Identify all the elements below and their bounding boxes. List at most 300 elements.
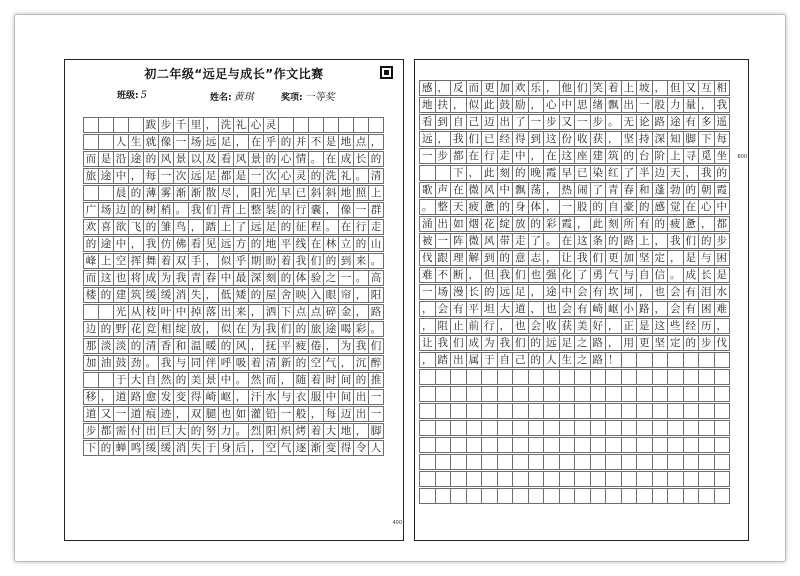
grid-cell — [621, 386, 638, 402]
grid-cell: 台 — [636, 148, 653, 164]
answer-sheet-left — [64, 59, 404, 541]
grid-cell: 反 — [450, 80, 467, 96]
grid-cell: 是 — [714, 267, 731, 283]
grid-cell: 服 — [308, 389, 324, 405]
grid-cell — [574, 454, 591, 470]
grid-cell: 着 — [605, 80, 622, 96]
grid-cell: 一 — [338, 270, 354, 286]
grid-cell — [528, 420, 545, 436]
grid-cell: 有 — [450, 301, 467, 317]
grid-cell: 也 — [113, 270, 129, 286]
grid-cell: 路 — [368, 304, 384, 320]
grid-cell: 与 — [278, 389, 294, 405]
grid-cell — [652, 369, 669, 385]
grid-cell: 。 — [368, 253, 384, 269]
grid-cell: 。 — [353, 270, 369, 286]
grid-cell — [667, 471, 684, 487]
grid-cell: 与 — [698, 250, 715, 266]
grid-cell: 也 — [652, 284, 669, 300]
grid-cell: 一 — [419, 148, 436, 164]
grid-cell — [497, 471, 514, 487]
grid-cell: 为 — [481, 335, 498, 351]
grid-cell: 心 — [278, 151, 294, 167]
grid-cell: 需 — [113, 423, 129, 439]
grid-cell: 了 — [512, 114, 529, 130]
grid-cell: 的 — [652, 216, 669, 232]
grid-cell: 在 — [683, 199, 700, 215]
grid-cell — [698, 488, 715, 504]
grid-cell: 的 — [218, 338, 234, 354]
grid-cell: 励 — [512, 97, 529, 113]
grid-cell — [683, 437, 700, 453]
grid-cell: 花 — [481, 216, 498, 232]
grid-cell: 早 — [559, 165, 576, 181]
grid-cell — [512, 403, 529, 419]
grid-cell: 走 — [512, 233, 529, 249]
grid-cell: 鼓 — [113, 355, 129, 371]
grid-cell: 的 — [128, 185, 144, 201]
grid-cell: 飘 — [512, 182, 529, 198]
grid-cell: 气 — [605, 267, 622, 283]
name-value: 黄琪 — [233, 92, 254, 103]
grid-cell: 的 — [248, 287, 264, 303]
grid-cell — [698, 352, 715, 368]
grid-cell: 金 — [338, 304, 354, 320]
grid-cell: 礼 — [338, 168, 354, 184]
grid-cell: 迈 — [481, 114, 498, 130]
grid-cell: 而 — [466, 80, 483, 96]
grid-cell: 在 — [543, 148, 560, 164]
grid-cell: 了 — [621, 165, 638, 181]
grid-cell: ， — [419, 301, 436, 317]
grid-cell — [543, 420, 560, 436]
grid-cell: 背 — [218, 202, 234, 218]
grid-cell: 得 — [512, 131, 529, 147]
grid-cell: 边 — [83, 321, 99, 337]
class-value: 5 — [140, 90, 147, 101]
grid-cell: 地 — [263, 236, 279, 252]
grid-cell: 在 — [248, 134, 264, 150]
grid-cell: 竞 — [143, 321, 159, 337]
grid-cell: ， — [248, 440, 264, 456]
grid-cell: 有 — [636, 216, 653, 232]
grid-cell: ， — [683, 165, 700, 181]
grid-cell: 们 — [308, 253, 324, 269]
grid-cell — [559, 369, 576, 385]
grid-cell: 气 — [278, 440, 294, 456]
grid-cell: 坚 — [652, 335, 669, 351]
grid-cell: 绪 — [590, 97, 607, 113]
grid-cell: 途 — [543, 284, 560, 300]
grid-cell: 大 — [497, 301, 514, 317]
grid-cell: 会 — [528, 318, 545, 334]
grid-cell — [574, 471, 591, 487]
grid-cell: 喝 — [338, 321, 354, 337]
qr-code-icon — [380, 66, 393, 79]
grid-cell: 阶 — [652, 148, 669, 164]
grid-cell: 。 — [419, 199, 436, 215]
grid-cell — [698, 403, 715, 419]
grid-cell: 霞 — [559, 216, 576, 232]
grid-cell: 是 — [636, 318, 653, 334]
grid-cell: 坚 — [636, 250, 653, 266]
grid-cell: 寻 — [683, 148, 700, 164]
grid-cell — [605, 386, 622, 402]
grid-cell — [605, 437, 622, 453]
grid-cell: 薄 — [143, 185, 159, 201]
grid-cell: 上 — [233, 202, 249, 218]
grid-cell: 线 — [293, 236, 309, 252]
grid-cell: 足 — [512, 284, 529, 300]
grid-cell: 变 — [173, 389, 189, 405]
grid-cell: ， — [188, 219, 204, 235]
grid-cell: 已 — [293, 185, 309, 201]
grid-cell: 思 — [574, 97, 591, 113]
grid-cell — [466, 471, 483, 487]
grid-cell: ， — [543, 80, 560, 96]
grid-cell: 他 — [559, 80, 576, 96]
grid-cell: 随 — [293, 372, 309, 388]
grid-cell: 中 — [113, 236, 129, 252]
grid-cell: 脚 — [368, 423, 384, 439]
grid-cell: 一 — [419, 284, 436, 300]
grid-cell: 已 — [574, 165, 591, 181]
grid-cell — [338, 117, 354, 133]
grid-cell: 途 — [128, 151, 144, 167]
grid-cell: 解 — [466, 250, 483, 266]
grid-cell — [667, 488, 684, 504]
grid-cell: 空 — [308, 355, 324, 371]
grid-cell: 的 — [188, 423, 204, 439]
grid-cell: ， — [173, 406, 189, 422]
grid-cell: 成 — [143, 270, 159, 286]
grid-cell — [636, 369, 653, 385]
grid-cell: 间 — [338, 372, 354, 388]
grid-cell: 边 — [652, 165, 669, 181]
grid-cell: 一 — [528, 114, 545, 130]
grid-cell: ， — [203, 321, 219, 337]
grid-cell — [636, 471, 653, 487]
grid-cell: 的 — [278, 270, 294, 286]
grid-cell: 野 — [113, 321, 129, 337]
grid-cell: 枝 — [143, 304, 159, 320]
grid-cell: 们 — [203, 202, 219, 218]
grid-cell: 我 — [574, 250, 591, 266]
grid-cell: 此 — [481, 165, 498, 181]
grid-cell: 见 — [203, 236, 219, 252]
grid-cell — [714, 403, 731, 419]
grid-cell — [683, 471, 700, 487]
grid-cell: 阵 — [450, 233, 467, 249]
grid-cell: ， — [652, 301, 669, 317]
grid-cell: 移 — [83, 389, 99, 405]
grid-cell: 渐 — [188, 185, 204, 201]
grid-cell: 相 — [714, 80, 731, 96]
grid-cell — [714, 352, 731, 368]
grid-cell: 和 — [173, 338, 189, 354]
grid-cell: 阳 — [248, 185, 264, 201]
grid-cell: ， — [652, 233, 669, 249]
award-value: 一等奖 — [304, 92, 335, 103]
grid-cell: 眼 — [323, 287, 339, 303]
grid-cell: 那 — [83, 338, 99, 354]
grid-cell: ， — [353, 423, 369, 439]
grid-cell — [497, 420, 514, 436]
grid-cell — [714, 386, 731, 402]
grid-cell: 半 — [636, 165, 653, 181]
grid-cell — [605, 369, 622, 385]
grid-cell: 路 — [590, 335, 607, 351]
grid-cell — [83, 372, 99, 388]
grid-cell: 看 — [419, 114, 436, 130]
grid-cell: 成 — [338, 151, 354, 167]
grid-cell: 我 — [667, 233, 684, 249]
grid-cell: 似 — [218, 321, 234, 337]
grid-cell — [512, 471, 529, 487]
grid-cell: 的 — [481, 284, 498, 300]
grid-cell: 洗 — [218, 117, 234, 133]
grid-cell — [435, 165, 452, 181]
grid-cell: 然 — [248, 372, 264, 388]
grid-cell: ， — [233, 185, 249, 201]
grid-cell: ， — [497, 318, 514, 334]
grid-cell: 长 — [698, 267, 715, 283]
grid-cell: 。 — [233, 372, 249, 388]
essay-grid-left — [83, 115, 383, 455]
grid-cell: 自 — [497, 352, 514, 368]
grid-cell: 的 — [528, 216, 545, 232]
grid-cell: 中 — [714, 199, 731, 215]
grid-cell: 一 — [173, 134, 189, 150]
grid-cell: 似 — [466, 97, 483, 113]
grid-cell: 上 — [636, 233, 653, 249]
grid-cell: 坎 — [605, 284, 622, 300]
grid-cell: 地 — [338, 185, 354, 201]
grid-cell: 方 — [233, 236, 249, 252]
grid-cell: 我 — [497, 267, 514, 283]
grid-cell: ， — [714, 318, 731, 334]
grid-cell: 朝 — [698, 182, 715, 198]
grid-cell: 一 — [574, 114, 591, 130]
grid-cell: 伴 — [203, 355, 219, 371]
grid-cell: 的 — [590, 199, 607, 215]
grid-cell — [466, 488, 483, 504]
grid-cell: 验 — [308, 270, 324, 286]
grid-cell: 化 — [559, 267, 576, 283]
grid-cell: 出 — [143, 423, 159, 439]
grid-cell — [621, 420, 638, 436]
grid-cell — [497, 488, 514, 504]
grid-cell: 中 — [218, 270, 234, 286]
grid-cell: 景 — [203, 372, 219, 388]
grid-cell: 崎 — [203, 389, 219, 405]
grid-cell: 斜 — [308, 185, 324, 201]
grid-cell — [605, 454, 622, 470]
grid-cell — [574, 488, 591, 504]
grid-cell: 已 — [481, 131, 498, 147]
grid-cell: 会 — [667, 301, 684, 317]
grid-cell: 途 — [323, 321, 339, 337]
grid-cell: 我 — [497, 335, 514, 351]
grid-cell: 而 — [263, 372, 279, 388]
grid-cell: 条 — [590, 233, 607, 249]
grid-cell: 青 — [605, 182, 622, 198]
grid-cell: 也 — [543, 301, 560, 317]
grid-cell: 难 — [714, 301, 731, 317]
grid-cell: 自 — [143, 372, 159, 388]
grid-cell: 的 — [143, 151, 159, 167]
grid-cell: 加 — [83, 355, 99, 371]
grid-cell: 鼓 — [497, 97, 514, 113]
grid-cell: 青 — [188, 270, 204, 286]
grid-cell: 深 — [652, 131, 669, 147]
grid-cell: 定 — [667, 335, 684, 351]
grid-cell: ， — [278, 372, 294, 388]
grid-cell: 。 — [173, 202, 189, 218]
grid-cell — [652, 454, 669, 470]
grid-cell: 地 — [419, 97, 436, 113]
grid-cell — [559, 471, 576, 487]
grid-cell: ， — [353, 304, 369, 320]
grid-cell: 烤 — [293, 423, 309, 439]
grid-cell: 道 — [512, 301, 529, 317]
name-label: 姓名: — [210, 93, 232, 103]
grid-cell — [636, 352, 653, 368]
grid-cell: 红 — [605, 165, 622, 181]
grid-cell: 。 — [667, 267, 684, 283]
grid-cell: 空 — [113, 253, 129, 269]
grid-cell: 一 — [248, 168, 264, 184]
grid-cell — [278, 117, 294, 133]
grid-cell: 天 — [450, 199, 467, 215]
grid-cell: 热 — [559, 182, 576, 198]
grid-cell: 风 — [481, 182, 498, 198]
grid-cell — [621, 403, 638, 419]
grid-cell: 之 — [574, 335, 591, 351]
grid-cell — [621, 454, 638, 470]
grid-cell: 春 — [203, 270, 219, 286]
grid-cell: 身 — [512, 199, 529, 215]
grid-cell: 梢 — [158, 202, 174, 218]
grid-cell: 意 — [512, 250, 529, 266]
grid-cell: 无 — [621, 114, 638, 130]
grid-cell: 雏 — [158, 219, 174, 235]
grid-cell — [435, 488, 452, 504]
grid-cell: 欢 — [83, 219, 99, 235]
grid-cell: 衣 — [293, 389, 309, 405]
grid-cell: 缓 — [143, 440, 159, 456]
grid-cell: ， — [419, 318, 436, 334]
grid-cell: 然 — [158, 372, 174, 388]
grid-cell: 将 — [128, 270, 144, 286]
grid-cell: 都 — [450, 148, 467, 164]
grid-cell: 到 — [528, 131, 545, 147]
grid-cell: 惫 — [683, 216, 700, 232]
grid-cell: ， — [528, 284, 545, 300]
grid-cell — [481, 403, 498, 419]
grid-cell: 断 — [450, 267, 467, 283]
grid-cell: 远 — [218, 236, 234, 252]
award-field — [281, 88, 335, 103]
grid-cell: 灵 — [293, 168, 309, 184]
grid-cell — [368, 117, 384, 133]
grid-cell — [636, 454, 653, 470]
grid-cell: 行 — [353, 219, 369, 235]
grid-cell — [605, 488, 622, 504]
grid-cell: 每 — [143, 168, 159, 184]
grid-cell — [512, 454, 529, 470]
grid-cell: ， — [353, 287, 369, 303]
grid-cell: 也 — [528, 267, 545, 283]
grid-cell — [98, 185, 114, 201]
grid-cell — [466, 386, 483, 402]
grid-cell: 刻 — [497, 165, 514, 181]
grid-cell — [83, 304, 99, 320]
grid-cell: 们 — [368, 338, 384, 354]
grid-cell: 坚 — [621, 131, 638, 147]
grid-cell: 发 — [158, 389, 174, 405]
grid-cell: 行 — [481, 318, 498, 334]
grid-cell: 的 — [636, 199, 653, 215]
grid-cell: 光 — [113, 304, 129, 320]
grid-cell: 为 — [158, 270, 174, 286]
grid-cell: 我 — [450, 131, 467, 147]
grid-cell: 乎 — [263, 134, 279, 150]
grid-cell: 楼 — [83, 287, 99, 303]
grid-cell: 阳 — [263, 423, 279, 439]
grid-cell: 步 — [83, 423, 99, 439]
grid-cell — [512, 437, 529, 453]
grid-cell: 在 — [450, 182, 467, 198]
grid-cell: 失 — [188, 287, 204, 303]
grid-cell — [605, 420, 622, 436]
grid-cell — [652, 488, 669, 504]
grid-cell: 跋 — [143, 117, 159, 133]
grid-cell: 景 — [173, 151, 189, 167]
grid-cell: 。 — [323, 219, 339, 235]
grid-cell — [512, 369, 529, 385]
grid-cell — [435, 471, 452, 487]
grid-cell: 的 — [621, 148, 638, 164]
grid-cell: 同 — [188, 355, 204, 371]
grid-cell: 定 — [652, 250, 669, 266]
grid-cell: 困 — [714, 250, 731, 266]
grid-cell: 的 — [698, 233, 715, 249]
grid-cell — [419, 437, 436, 453]
grid-cell: 清 — [143, 338, 159, 354]
grid-cell — [590, 454, 607, 470]
grid-cell: 中 — [497, 182, 514, 198]
grid-cell: 加 — [621, 250, 638, 266]
grid-cell: 失 — [188, 440, 204, 456]
grid-cell — [559, 454, 576, 470]
grid-cell: 路 — [621, 233, 638, 249]
grid-cell — [128, 117, 144, 133]
grid-cell: ， — [543, 199, 560, 215]
grid-cell — [574, 403, 591, 419]
grid-cell: 次 — [263, 168, 279, 184]
grid-cell: 感 — [419, 80, 436, 96]
grid-cell — [419, 454, 436, 470]
grid-cell: 的 — [512, 165, 529, 181]
grid-cell: ， — [698, 216, 715, 232]
grid-cell: 勇 — [590, 267, 607, 283]
grid-cell: 的 — [308, 168, 324, 184]
grid-cell — [559, 488, 576, 504]
grid-cell: 出 — [497, 114, 514, 130]
grid-cell: 道 — [113, 389, 129, 405]
grid-cell: 的 — [98, 321, 114, 337]
